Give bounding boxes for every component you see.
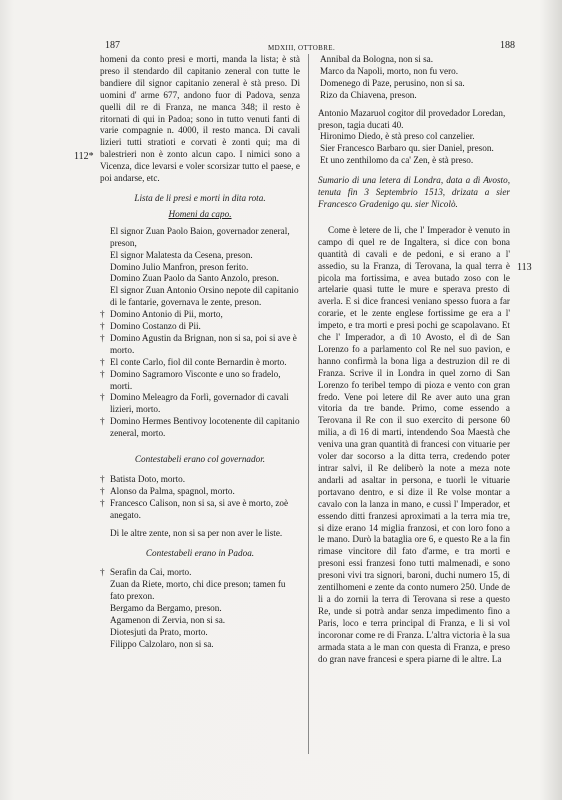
- list-title: Lista de li presi e morti in dita rota.: [134, 192, 266, 203]
- list-title: Contestabeli erano col governador.: [134, 454, 266, 465]
- list-item: † Francesco Calison, non si sa, si ave è morto, zoè anegato.: [100, 497, 289, 520]
- right-column: [318, 54, 510, 665]
- list-continued: [318, 54, 510, 102]
- list-item: Filippo Calzolaro, non si sa.: [110, 638, 214, 649]
- list-item: † Alonso da Palma, spagnol, morto.: [100, 485, 235, 496]
- list-contestabeli-governador: [100, 474, 300, 522]
- list-item: Bergamo da Bergamo, preson.: [110, 603, 222, 614]
- margin-number-right: 113: [517, 262, 532, 273]
- list-item: † El conte Carlo, fiol dil conte Bernardin è morto.: [100, 356, 287, 367]
- left-column: [100, 54, 300, 651]
- letter-body: Come è letere de li, che l' Imperador è venuto in campo di quel re de Ingaltera, si dice con bona quantità di cavali e de pedoni, e si erano a l' assedio, su la Franza, di Terovana, la qual terra è picola ma fortissima, e avea butado zoso con le artelarie quasi tutte le mure e sperava presto di averla. E si dice francesi veniano spesso fuora a far corarie, et le zente englese fortissime ge era a l' impeto, e tra morti e presi pochi ge scapolavano. Et che l' Imperador, a dì 10 Avosto, el dì de San Lorenzo fo a parlamento col Re nel suo pavion, e hanno confirmà la bona liga a destruzion dil re di Franza. Scrive il in Londra in quel zorno di San Lorenzo fo teribel tempo di pioza e vento con gran fredo. Vene poi letere dil Re aver auto una gran vitoria da tre bande. Primo, come essendo a Terovana il Re con il suo exercito di persone 60 milia, a dì 16 di marti, intendendo Soa Maestà che veniva una gran quantità di francesi con vituarie per voler dar socorso a la ditta terra, credendo poter intrar salvi, il Re deliberò la note a meza note andarli ad asaltar in persona, e tuorli le vituarie portavano dentro, e si dize il Re volse montar a cavalo con la lanza in mano, e cussì l' Imperador, et essendo ditti franzesi aproximati a la terra mia tre, si dize erano 14 miglia franzosi, et con loro fono a le mano. Durò la bataglia ore 6, e questo Re a la fin rimase vincitore dil fato d'arme, e tra morti e presoni essi franzesi fono tutti malmenadi, e sono presoni vivi tra signori, baroni, duchi numero 15, di zentilhomeni e zente da conto numero 250. Unde de li a do zornii la terra di Terovana si rese a questo Re, unde si potrà andar senza impedimento fino a Paris, loco e terra principal di Franza, e li si vol incoronar come re di Franza. L'altra victoria è la sua armada stata a le man con questa di Franza, e preso do gran nave francesi e spera piarne di le altre. La: [318, 224, 510, 664]
- list-title: Contestabeli erano in Padoa.: [145, 547, 255, 558]
- list-item: † Domino Agustin da Brignan, non si sa, poi si ave è morto.: [100, 332, 297, 355]
- list-item: El signor Zuan Paolo Baion, governador zeneral, preson,: [110, 225, 290, 248]
- list-item: † Domino Sagramoro Visconte e uno so fradelo, morti.: [100, 368, 281, 391]
- list-item: † Batista Doto, morto.: [100, 474, 186, 484]
- list-item: Diotesjuti da Prato, morto.: [110, 626, 208, 637]
- list-subtitle: Homeni da capo.: [168, 208, 232, 219]
- note-paragraph: Di le altre zente, non si sa per non aver le liste.: [110, 527, 283, 538]
- list-item: † Domino Costanzo di Pii.: [100, 321, 201, 332]
- list-item: Domenego di Paze, perusino, non si sa.: [320, 77, 465, 88]
- list-item: Agamenon di Zervia, non si sa.: [110, 615, 226, 626]
- list-item: Et uno zenthilomo da ca' Zen, è stà preso.: [320, 155, 474, 166]
- list-captured: [318, 131, 510, 167]
- list-item: Domino Zuan Paolo da Santo Anzolo, preson.: [110, 273, 279, 284]
- page-number-left: 187: [105, 40, 120, 51]
- intro-paragraph: homeni da conto presi e morti, manda la lista; è stà preso il stendardo dil capitanio zeneral con tutte le bandiere dil signor capitanio zeneral è stà preso. Di uomini d' arme 677, andono fuor di Padova, senza quelli dil re di Franza, ne manca 348; il resto è ritornati di qui in Padoa; sono in tutto venuti fanti di varie compagnie n. 4000, il resto manca. Di cavali lizieri tutti stratioti e corvati è zonti qui; ma di balestrieri non è zonto alcun capo. I nimici sono a Vicenza, dice levarsi e voler scorsizar tutto el paese, e poi andarse, etc.: [100, 54, 300, 184]
- running-header: MDXIII, OTTOBRE.: [268, 44, 336, 52]
- list-item: Rizo da Chiavena, preson.: [320, 89, 417, 100]
- list-item: † Domino Meleagro da Forlì, governador di cavali lizieri, morto.: [100, 392, 289, 415]
- mazaruol-paragraph: Antonio Mazaruol cogitor dil provedador Loredan, preson, tagia ducati 40.: [318, 107, 506, 130]
- list-contestabeli-padoa: [100, 567, 300, 650]
- list-homeni: [100, 226, 300, 440]
- list-item: Annibal da Bologna, non si sa.: [320, 54, 434, 64]
- list-item: Domino Julio Manfron, preson ferito.: [110, 261, 249, 272]
- list-item: † Serafin da Cai, morto.: [100, 567, 192, 578]
- page-number-right: 188: [500, 40, 515, 51]
- letter-summary-heading: Sumario di una letera di Londra, data a dì Avosto, tenuta fin 3 Septembrio 1513, drizata a sier Francesco Gradenigo qu. sier Nicolò.: [318, 175, 510, 209]
- list-item: Hironimo Diedo, è stà preso col canzelier.: [320, 131, 475, 142]
- list-item: † Domino Hermes Bentivoy locotenente dil capitanio zeneral, morto.: [100, 416, 300, 439]
- margin-number-left: 112*: [74, 151, 94, 162]
- list-item: † Domino Antonio di Pii, morto,: [100, 309, 223, 320]
- list-item: El signor Malatesta da Cesena, preson.: [110, 249, 253, 260]
- list-item: El signor Zuan Antonio Orsino nepote dil capitanio di le fantarie, governava le zente, preson.: [110, 285, 299, 308]
- list-item: Zuan da Riete, morto, chi dice preson; tamen fu fato prexon.: [110, 579, 286, 602]
- column-divider: [308, 54, 309, 754]
- list-item: Sier Francesco Barbaro qu. sier Daniel, preson.: [320, 143, 494, 154]
- list-item: Marco da Napoli, morto, non fu vero.: [320, 65, 459, 76]
